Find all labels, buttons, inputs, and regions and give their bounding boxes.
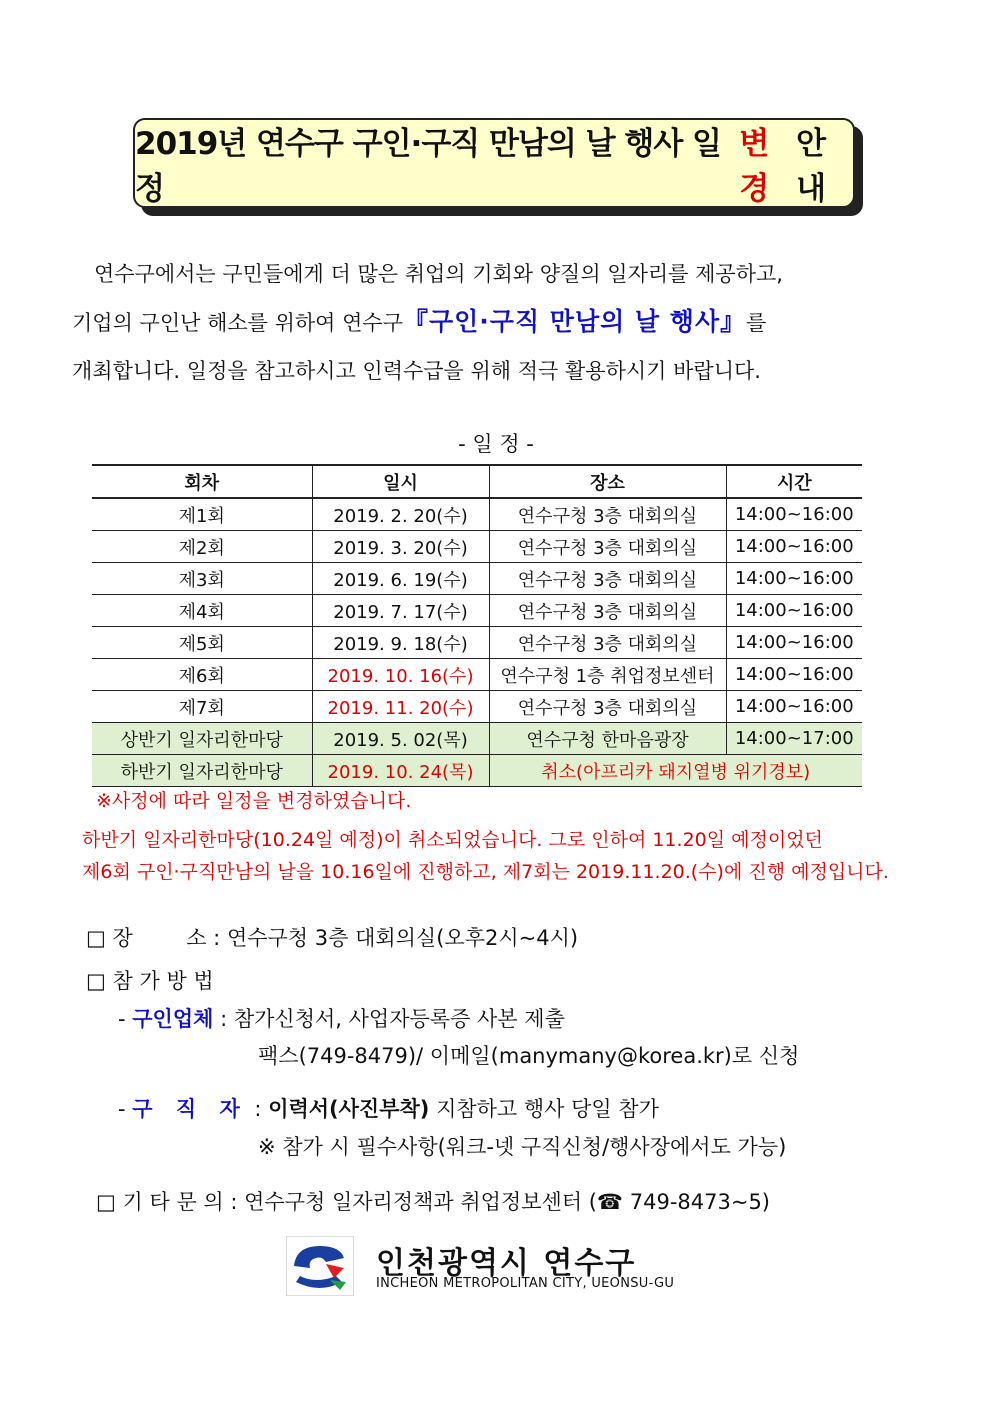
cell-place: 연수구청 3층 대회의실 <box>489 563 726 595</box>
intro-line-2-post: 를 <box>746 311 767 335</box>
cell-date: 2019. 2. 20(수) <box>312 498 489 531</box>
cell-date-changed: 2019. 10. 24(목) <box>312 755 489 787</box>
place-section <box>86 922 578 952</box>
table-row-fair <box>92 723 862 755</box>
schedule-heading: - 일 정 - <box>458 432 534 456</box>
change-note: ※사정에 따라 일정을 변경하였습니다. <box>96 790 412 812</box>
employer-label: 구인업체 <box>132 1007 214 1031</box>
cell-round: 제2회 <box>92 531 312 563</box>
cell-place: 연수구청 3층 대회의실 <box>489 531 726 563</box>
employer-section: - 구인업체 : 참가신청서, 사업자등록증 사본 제출 <box>118 1007 565 1031</box>
cell-time: 14:00~16:00 <box>726 563 862 595</box>
event-name: 『구인·구직 만남의 날 행사』 <box>403 307 747 336</box>
page-title <box>133 118 855 208</box>
header-round: 회차 <box>92 465 312 498</box>
seeker-note: ※ 참가 시 필수사항(워크-넷 구직신청/행사장에서도 가능) <box>258 1135 787 1159</box>
intro-line-2 <box>72 298 892 347</box>
cell-round: 제4회 <box>92 595 312 627</box>
table-row <box>92 659 862 691</box>
cell-round: 하반기 일자리한마당 <box>92 755 312 787</box>
place-label: □ 장 소 : <box>86 926 221 950</box>
cell-time: 14:00~16:00 <box>726 531 862 563</box>
cell-place: 연수구청 한마음광장 <box>489 723 726 755</box>
cell-date-changed: 2019. 10. 16(수) <box>312 659 489 691</box>
table-header-row <box>92 465 862 498</box>
title-text: 2019년 연수구 구인·구직 만남의 날 행사 일정 <box>135 126 721 207</box>
seeker-label: 구 직 자 <box>132 1097 248 1121</box>
schedule-table <box>92 464 862 787</box>
intro-line-3: 개최합니다. 일정을 참고하시고 인력수급을 위해 적극 활용하시기 바랍니다. <box>72 359 761 383</box>
cell-place: 연수구청 3층 대회의실 <box>489 627 726 659</box>
intro-line-2-pre: 기업의 구인난 해소를 위하여 연수구 <box>72 311 403 335</box>
table-row <box>92 627 862 659</box>
cell-place: 연수구청 3층 대회의실 <box>489 595 726 627</box>
seeker-section: - 구 직 자 : 이력서(사진부착) 지참하고 행사 당일 참가 <box>118 1097 659 1121</box>
table-row-fair-cancelled <box>92 755 862 787</box>
cell-round: 제1회 <box>92 498 312 531</box>
employer-line-1: 참가신청서, 사업자등록증 사본 제출 <box>233 1007 565 1031</box>
cell-time: 14:00~16:00 <box>726 659 862 691</box>
change-detail-line-1: 하반기 일자리한마당(10.24일 예정)이 취소되었습니다. 그로 인하여 11.20일 예정이었던 <box>82 829 823 851</box>
logo-english: INCHEON METROPOLITAN CITY, UEONSU-GU <box>376 1276 675 1291</box>
employer-line-2: 팩스(749-8479)/ 이메일(manymany@korea.kr)로 신청 <box>258 1044 800 1068</box>
table-row <box>92 531 862 563</box>
header-date: 일시 <box>312 465 489 498</box>
cell-time: 14:00~16:00 <box>726 595 862 627</box>
table-row <box>92 563 862 595</box>
yeonsu-logo-icon <box>286 1236 354 1296</box>
change-detail <box>82 824 889 888</box>
intro-line-1: 연수구에서는 구민들에게 더 많은 취업의 기회와 양질의 일자리를 제공하고, <box>94 262 783 286</box>
cell-time: 14:00~16:00 <box>726 691 862 723</box>
cell-date: 2019. 7. 17(수) <box>312 595 489 627</box>
header-time: 시간 <box>726 465 862 498</box>
cell-round: 제3회 <box>92 563 312 595</box>
change-detail-line-2: 제6회 구인·구직만남의 날을 10.16일에 진행하고, 제7회는 2019.11.20.(수)에 진행 예정입니다. <box>82 861 889 883</box>
method-label: □ 참 가 방 법 <box>86 969 214 993</box>
contact-section <box>96 1186 770 1216</box>
cell-time: 14:00~16:00 <box>726 498 862 531</box>
cell-place: 연수구청 3층 대회의실 <box>489 498 726 531</box>
cell-round: 제5회 <box>92 627 312 659</box>
cell-date: 2019. 6. 19(수) <box>312 563 489 595</box>
place-value: 연수구청 3층 대회의실(오후2시~4시) <box>226 926 579 950</box>
cell-cancelled: 취소(아프리카 돼지열병 위기경보) <box>489 755 862 787</box>
intro-paragraph <box>72 250 892 395</box>
cell-date: 2019. 9. 18(수) <box>312 627 489 659</box>
table-row <box>92 595 862 627</box>
cell-time: 14:00~16:00 <box>726 627 862 659</box>
cell-round: 제6회 <box>92 659 312 691</box>
logo-korean: 인천광역시 연수구 <box>376 1246 637 1281</box>
table-row <box>92 498 862 531</box>
cell-date: 2019. 3. 20(수) <box>312 531 489 563</box>
title-highlight: 변경 <box>739 126 769 207</box>
title-text-end: 안내 <box>796 126 826 207</box>
contact-label: □ 기 타 문 의 : <box>96 1190 238 1214</box>
cell-round: 상반기 일자리한마당 <box>92 723 312 755</box>
contact-value: 연수구청 일자리정책과 취업정보센터 (☎ 749-8473~5) <box>244 1190 771 1214</box>
cell-date-changed: 2019. 11. 20(수) <box>312 691 489 723</box>
cell-place: 연수구청 3층 대회의실 <box>489 691 726 723</box>
cell-place: 연수구청 1층 취업정보센터 <box>489 659 726 691</box>
cell-time: 14:00~17:00 <box>726 723 862 755</box>
header-place: 장소 <box>489 465 726 498</box>
table-row <box>92 691 862 723</box>
cell-round: 제7회 <box>92 691 312 723</box>
cell-date: 2019. 5. 02(목) <box>312 723 489 755</box>
seeker-rest: 지참하고 행사 당일 참가 <box>429 1097 659 1121</box>
seeker-requirement: 이력서(사진부착) <box>268 1097 430 1121</box>
